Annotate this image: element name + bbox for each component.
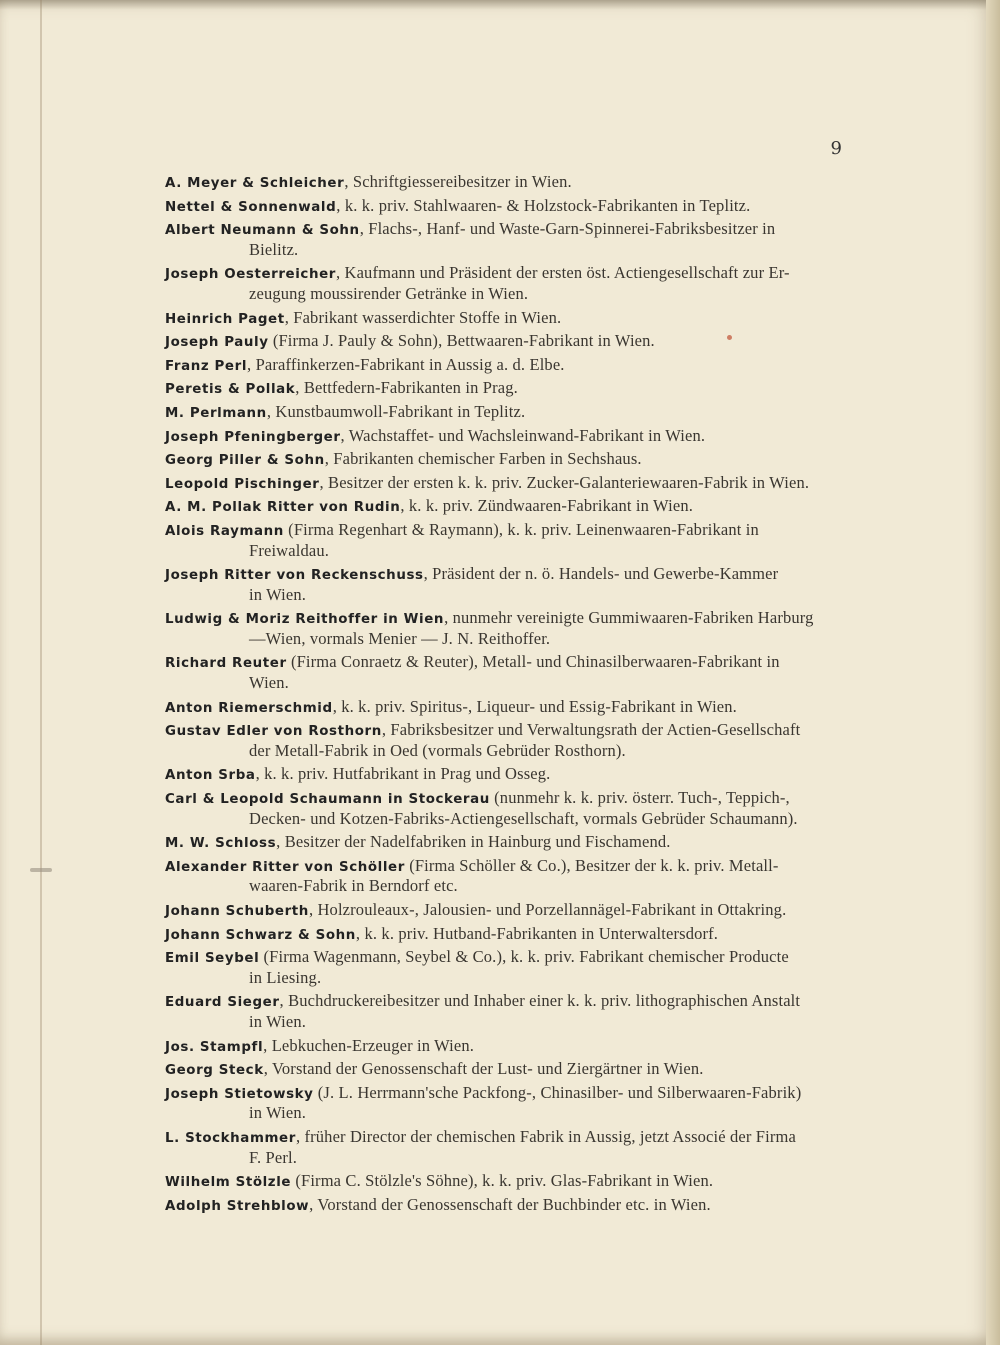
entry-name: Joseph Pfeningberger	[165, 429, 341, 445]
entry-first-line	[165, 219, 840, 240]
entry-first-line	[165, 263, 840, 284]
margin-mark	[30, 868, 52, 872]
entry-name: Anton Riemerschmid	[165, 700, 333, 716]
entry-description: in Wien.	[249, 1103, 307, 1123]
list-item	[165, 900, 840, 921]
entry-description: (Firma Wagenmann, Seybel & Co.), k. k. priv. Fabrikant chemischer Producte	[259, 947, 789, 967]
entry-first-line	[165, 1127, 840, 1148]
entry-name: Ludwig & Moriz Reithoffer in Wien	[165, 612, 445, 628]
entry-description: (Firma Schöller & Co.), Besitzer der k. k. priv. Metall-	[404, 855, 779, 875]
entry-first-line	[165, 788, 840, 809]
entry-continuation-line	[165, 809, 840, 830]
entry-description: , Schriftgiessereibesitzer in Wien.	[344, 172, 572, 191]
entry-first-line	[165, 426, 840, 447]
entry-description: (Firma C. Stölzle's Söhne), k. k. priv. Glas-Fabrikant in Wien.	[291, 1171, 714, 1191]
entry-description: F. Perl.	[249, 1147, 298, 1167]
entry-description: , Besitzer der Nadelfabriken in Hainburg und Fischamend.	[276, 832, 671, 852]
entry-description: (nunmehr k. k. priv. österr. Tuch-, Teppich-,	[489, 788, 790, 808]
entry-first-line	[165, 496, 840, 517]
entry-description: (J. L. Herrmann'sche Packfong-, Chinasilber- und Silberwaaren-Fabrik)	[313, 1082, 802, 1102]
entry-name: Joseph Oesterreicher	[165, 267, 336, 283]
entry-name: Wilhelm Stölzle	[165, 1175, 292, 1191]
entry-first-line	[165, 720, 840, 741]
entry-first-line	[165, 856, 840, 877]
entry-name: Alexander Ritter von Schöller	[165, 859, 405, 875]
entry-description: —Wien, vormals Menier — J. N. Reithoffer.	[249, 628, 551, 648]
list-item	[165, 426, 840, 447]
entry-name: Heinrich Paget	[165, 311, 285, 327]
entry-continuation-line	[165, 240, 840, 261]
entry-name: Gustav Edler von Rosthorn	[165, 724, 382, 740]
entry-first-line	[165, 1036, 840, 1057]
entry-first-line	[165, 697, 840, 718]
entry-name: Johann Schuberth	[165, 904, 309, 919]
entry-first-line	[165, 196, 840, 217]
entry-name: Georg Piller & Sohn	[165, 453, 325, 469]
entry-description: , Fabriksbesitzer und Verwaltungsrath der Actien-Gesellschaft	[381, 720, 801, 740]
list-item	[165, 652, 840, 693]
entry-description: zeugung moussirender Getränke in Wien.	[249, 283, 529, 303]
entry-first-line	[165, 520, 840, 541]
entry-description: Wien.	[249, 673, 289, 693]
list-item	[165, 378, 840, 399]
entry-description: , Holzrouleaux-, Jalousien- und Porzellannägel-Fabrikant in Ottakring.	[308, 900, 787, 919]
entry-name: M. W. Schloss	[165, 836, 277, 852]
entry-description: (Firma Conraetz & Reuter), Metall- und Chinasilberwaaren-Fabrikant in	[286, 652, 780, 672]
entry-description: , Präsident der n. ö. Handels- und Gewerbe-Kammer	[423, 564, 779, 584]
list-item	[165, 402, 840, 423]
entry-description: (Firma J. Pauly & Sohn), Bettwaaren-Fabrikant in Wien.	[268, 331, 655, 351]
entry-description: , Kaufmann und Präsident der ersten öst. Actiengesellschaft zur Er-	[335, 263, 790, 283]
entry-first-line	[165, 947, 840, 968]
entry-list	[165, 172, 840, 1218]
list-item	[165, 856, 840, 897]
entry-name: Johann Schwarz & Sohn	[165, 927, 356, 943]
list-item	[165, 947, 840, 988]
entry-name: Eduard Sieger	[165, 995, 280, 1011]
entry-first-line	[165, 991, 840, 1012]
entry-first-line	[165, 832, 840, 853]
list-item	[165, 219, 840, 260]
entry-first-line	[165, 924, 840, 945]
entry-name: Nettel & Sonnenwald	[165, 199, 337, 215]
list-item	[165, 1059, 840, 1080]
entry-name: Alois Raymann	[165, 523, 284, 539]
list-item	[165, 449, 840, 470]
entry-first-line	[165, 1083, 840, 1104]
top-shadow	[0, 0, 1000, 10]
entry-description: , Flachs-, Hanf- und Waste-Garn-Spinnerei-Fabriksbesitzer in	[359, 219, 776, 239]
entry-description: waaren-Fabrik in Berndorf etc.	[249, 876, 458, 896]
entry-description: , Kunstbaumwoll-Fabrikant in Teplitz.	[266, 401, 526, 421]
entry-continuation-line	[165, 673, 840, 694]
entry-first-line	[165, 764, 840, 785]
page-fold	[40, 0, 42, 1345]
entry-first-line	[165, 355, 840, 376]
entry-first-line	[165, 564, 840, 585]
entry-description: in Liesing.	[249, 967, 322, 987]
entry-first-line	[165, 331, 840, 352]
entry-description: , k. k. priv. Zündwaaren-Fabrikant in Wien.	[400, 496, 693, 516]
entry-description: , Besitzer der ersten k. k. priv. Zucker-Galanteriewaaren-Fabrik in Wien.	[319, 472, 810, 492]
list-item	[165, 832, 840, 853]
entry-name: Franz Perl	[165, 358, 248, 374]
list-item	[165, 1036, 840, 1057]
entry-name: Joseph Ritter von Reckenschuss	[165, 568, 424, 584]
entry-description: , k. k. priv. Hutfabrikant in Prag und Osseg.	[255, 764, 551, 784]
entry-name: Leopold Pischinger	[165, 476, 320, 492]
list-item	[165, 263, 840, 304]
entry-description: , Lebkuchen-Erzeuger in Wien.	[263, 1035, 475, 1055]
entry-name: Emil Seybel	[165, 951, 260, 967]
entry-description: , Vorstand der Genossenschaft der Lust- und Ziergärtner in Wien.	[263, 1059, 704, 1079]
list-item	[165, 788, 840, 829]
entry-name: Carl & Leopold Schaumann in Stockerau	[165, 792, 490, 808]
entry-description: , k. k. priv. Stahlwaaren- & Holzstock-Fabrikanten in Teplitz.	[336, 195, 751, 215]
entry-name: M. Perlmann	[165, 405, 267, 421]
list-item	[165, 924, 840, 945]
entry-description: , Fabrikant wasserdichter Stoffe in Wien.	[284, 307, 562, 327]
list-item	[165, 608, 840, 649]
entry-continuation-line	[165, 1103, 840, 1124]
entry-description: , k. k. priv. Hutband-Fabrikanten in Unterwaltersdorf.	[355, 923, 719, 943]
entry-first-line	[165, 308, 840, 329]
entry-description: Bielitz.	[249, 239, 299, 259]
entry-description: , k. k. priv. Spiritus-, Liqueur- und Essig-Fabrikant in Wien.	[332, 696, 737, 716]
entry-name: Georg Steck	[165, 1063, 264, 1079]
entry-description: der Metall-Fabrik in Oed (vormals Gebrüder Rosthorn).	[249, 740, 626, 760]
entry-first-line	[165, 473, 840, 494]
list-item	[165, 308, 840, 329]
list-item	[165, 172, 840, 193]
entry-continuation-line	[165, 585, 840, 606]
entry-description: Freiwaldau.	[249, 540, 330, 560]
entry-name: Jos. Stampfl	[165, 1039, 264, 1055]
list-item	[165, 564, 840, 605]
entry-continuation-line	[165, 741, 840, 762]
list-item	[165, 697, 840, 718]
list-item	[165, 355, 840, 376]
entry-first-line	[165, 1195, 840, 1216]
entry-continuation-line	[165, 1148, 840, 1169]
entry-description: , Wachstaffet- und Wachsleinwand-Fabrikant in Wien.	[340, 425, 706, 445]
page-edge	[986, 0, 1000, 1345]
entry-name: Anton Srba	[165, 768, 256, 784]
entry-description: , Paraffinkerzen-Fabrikant in Aussig a. d. Elbe.	[247, 354, 565, 374]
entry-continuation-line	[165, 876, 840, 897]
entry-first-line	[165, 608, 840, 629]
entry-name: Albert Neumann & Sohn	[165, 223, 360, 239]
entry-first-line	[165, 378, 840, 399]
list-item	[165, 331, 840, 352]
entry-first-line	[165, 652, 840, 673]
entry-continuation-line	[165, 541, 840, 562]
list-item	[165, 720, 840, 761]
entry-description: , Bettfedern-Fabrikanten in Prag.	[295, 378, 518, 398]
entry-name: A. M. Pollak Ritter von Rudin	[165, 500, 401, 516]
entry-name: L. Stockhammer	[165, 1130, 296, 1146]
entry-name: Joseph Pauly	[165, 335, 269, 351]
entry-description: in Wien.	[249, 584, 307, 604]
entry-first-line	[165, 172, 840, 193]
entry-continuation-line	[165, 1012, 840, 1033]
entry-description: in Wien.	[249, 1011, 307, 1031]
entry-name: A. Meyer & Schleicher	[165, 176, 345, 191]
list-item	[165, 1127, 840, 1168]
entry-description: , Fabrikanten chemischer Farben in Sechshaus.	[324, 449, 642, 469]
entry-first-line	[165, 449, 840, 470]
entry-name: Peretis & Pollak	[165, 382, 296, 398]
entry-name: Richard Reuter	[165, 656, 287, 672]
list-item	[165, 496, 840, 517]
entry-description: (Firma Regenhart & Raymann), k. k. priv. Leinenwaaren-Fabrikant in	[283, 519, 759, 539]
list-item	[165, 1083, 840, 1124]
list-item	[165, 764, 840, 785]
entry-description: Decken- und Kotzen-Fabriks-Actiengesellschaft, vormals Gebrüder Schaumann).	[249, 808, 798, 828]
entry-description: , Buchdruckereibesitzer und Inhaber einer k. k. priv. lithographischen Anstalt	[279, 991, 801, 1011]
entry-continuation-line	[165, 968, 840, 989]
entry-first-line	[165, 900, 840, 921]
entry-continuation-line	[165, 284, 840, 305]
entry-name: Joseph Stietowsky	[165, 1086, 314, 1102]
entry-first-line	[165, 1171, 840, 1192]
entry-first-line	[165, 402, 840, 423]
entry-continuation-line	[165, 629, 840, 650]
list-item	[165, 991, 840, 1032]
entry-description: , nunmehr vereinigte Gummiwaaren-Fabriken Harburg	[444, 608, 814, 628]
entry-description: , früher Director der chemischen Fabrik in Aussig, jetzt Associé der Firma	[295, 1126, 796, 1146]
page-number: 9	[830, 138, 842, 159]
list-item	[165, 1195, 840, 1216]
list-item	[165, 520, 840, 561]
entry-name: Adolph Strehblow	[165, 1198, 310, 1214]
list-item	[165, 473, 840, 494]
entry-description: , Vorstand der Genossenschaft der Buchbinder etc. in Wien.	[309, 1194, 711, 1214]
list-item	[165, 196, 840, 217]
entry-first-line	[165, 1059, 840, 1080]
list-item	[165, 1171, 840, 1192]
